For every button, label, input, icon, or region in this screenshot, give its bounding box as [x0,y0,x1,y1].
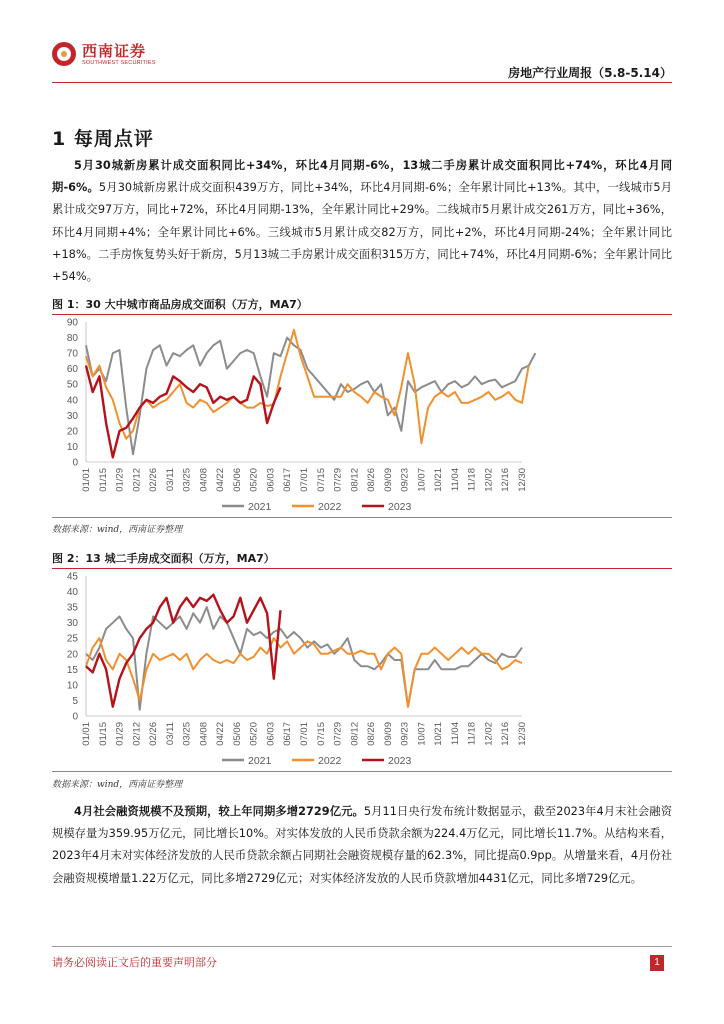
y-tick-label: 20 [66,426,78,438]
x-tick-label: 03/11 [164,468,176,492]
y-tick-label: 0 [72,457,78,469]
x-tick-label: 05/06 [231,468,243,492]
figure2-bottom-rule [52,771,672,772]
y-tick-label: 20 [66,649,78,661]
legend-label: 2022 [318,755,342,767]
x-tick-label: 02/26 [148,468,160,492]
x-tick-label: 08/26 [366,468,378,492]
x-tick-label: 07/29 [332,468,344,492]
logo-text-cn: 西南证券 [82,42,147,60]
legend-label: 2022 [318,501,342,513]
x-tick-label: 05/20 [248,722,260,746]
x-tick-label: 03/25 [181,722,193,746]
figure2-caption: 图 2：13 城二手房成交面积（万方，MA7） [52,552,275,565]
series-line-2023 [86,595,281,707]
x-tick-label: 08/12 [349,722,361,746]
report-title: 房地产行业周报（5.8-5.14） [508,66,672,80]
x-tick-label: 03/25 [181,468,193,492]
y-tick-label: 50 [66,379,78,391]
x-tick-label: 07/15 [315,468,327,492]
x-tick-label: 08/26 [366,722,378,746]
legend-label: 2021 [248,501,272,513]
legend-label: 2021 [248,755,272,767]
x-tick-label: 03/11 [164,722,176,746]
x-tick-label: 04/22 [215,468,227,492]
x-tick-label: 02/12 [131,468,143,492]
y-tick-label: 80 [66,333,78,345]
x-tick-label: 01/01 [81,468,92,492]
x-tick-label: 11/04 [449,468,461,492]
x-tick-label: 06/17 [282,468,294,492]
x-tick-label: 12/16 [500,468,512,492]
x-tick-label: 02/12 [131,722,143,746]
x-tick-label: 01/01 [81,722,92,746]
company-logo [52,40,182,74]
x-tick-label: 06/17 [282,722,294,746]
figure1-top-rule [52,314,672,315]
figure2-source: 数据来源：wind，西南证券整理 [52,780,183,790]
x-tick-label: 09/09 [382,468,394,492]
x-tick-label: 08/12 [349,468,361,492]
paragraph-lead: 5月30城新房累计成交面积同比+34%，环比4月同期-6%，13城二手房累计成交面积同比+74%，环比4月同期-6%。 [52,159,672,195]
x-tick-label: 05/20 [248,468,260,492]
paragraph-lead: 4月社会融资规模不及预期，较上年同期多增2729亿元。 [74,805,364,818]
x-tick-label: 01/15 [97,468,109,492]
y-tick-label: 5 [72,695,78,707]
figure2-chart [52,570,672,770]
page-number: 1 [650,955,664,971]
y-tick-label: 30 [66,618,78,630]
y-tick-label: 25 [66,633,78,645]
x-tick-label: 09/23 [399,722,411,746]
x-tick-label: 11/04 [449,722,461,746]
x-tick-label: 07/29 [332,722,344,746]
paragraph-body: 5月11日央行发布统计数据显示，截至2023年4月末社会融资规模存量为359.95万亿元，同比增长10%。对实体发放的人民币贷款余额为224.4万亿元，同比增长11.7%。从结构来看，2023年4月末对实体经济发放的人民币贷款余额占同期社会融资规模存量的62.3%，同比提高0.9pp。从增量来看，4月份社会融资规模增量1.22万亿元，同比多增2729亿元；对实体经济发放的人民币贷款增加4431亿元，同比多增729亿元。 [52,805,672,885]
footer-disclaimer: 请务必阅读正文后的重要声明部分 [52,956,217,969]
paragraph-body: 5月30城新房累计成交面积439万方，同比+34%，环比4月同期-6%；全年累计同比+13%。其中，一线城市5月累计成交97万方，同比+72%，环比4月同期-13%，全年累计同比+29%。二线城市5月累计成交261万方，同比+36%，环比4月同期+4%；全年累计同比+6%。三线城市5月累计成交82万方，同比+2%，环比4月同期-24%；全年累计同比+18%。二手房恢复势头好于新房，5月13城二手房累计成交面积315万方，同比+74%，环比4月同期-6%；全年累计同比+54%。 [52,181,672,284]
y-tick-label: 10 [66,441,78,453]
legend-label: 2023 [388,501,412,513]
logo-icon [52,42,76,66]
figure2-top-rule [52,568,672,569]
x-tick-label: 10/21 [433,722,445,746]
x-tick-label: 05/06 [231,722,243,746]
x-tick-label: 06/03 [265,468,277,492]
figure1-chart [52,316,672,516]
y-tick-label: 90 [66,317,78,329]
x-tick-label: 10/07 [416,468,428,492]
page-header [0,0,724,80]
logo-text-en: SOUTHWEST SECURITIES [82,60,156,66]
y-tick-label: 15 [66,664,78,676]
section-title: 1 每周点评 [52,128,154,150]
x-tick-label: 04/22 [215,722,227,746]
footer-divider [52,946,672,947]
header-divider [52,82,672,83]
x-tick-label: 02/26 [148,722,160,746]
y-tick-label: 10 [66,680,78,692]
x-tick-label: 10/21 [433,468,445,492]
y-tick-label: 40 [66,587,78,599]
x-tick-label: 10/07 [416,722,428,746]
x-tick-label: 12/30 [517,722,528,746]
x-tick-label: 01/29 [114,468,126,492]
x-tick-label: 12/30 [517,468,528,492]
y-tick-label: 45 [66,571,78,583]
figure1-caption: 图 1：30 大中城市商品房成交面积（万方，MA7） [52,298,308,311]
paragraph-housing-sales [52,155,672,288]
series-line-2021 [86,338,535,455]
x-tick-label: 07/15 [315,722,327,746]
figure1-bottom-rule [52,517,672,518]
legend-label: 2023 [388,755,412,767]
series-line-2022 [86,638,522,707]
y-tick-label: 70 [66,348,78,360]
x-tick-label: 12/02 [483,468,495,492]
x-tick-label: 11/18 [466,468,478,492]
x-tick-label: 06/03 [265,722,277,746]
x-tick-label: 09/23 [399,468,411,492]
x-tick-label: 12/16 [500,722,512,746]
x-tick-label: 01/15 [97,722,109,746]
x-tick-label: 07/01 [299,468,310,492]
y-tick-label: 35 [66,602,78,614]
y-tick-label: 60 [66,364,78,376]
x-tick-label: 01/29 [114,722,126,746]
y-tick-label: 0 [72,711,78,723]
y-tick-label: 30 [66,410,78,422]
paragraph-social-financing [52,801,672,890]
y-tick-label: 40 [66,395,78,407]
x-tick-label: 04/08 [198,468,210,492]
x-tick-label: 11/18 [466,722,478,746]
x-tick-label: 07/01 [299,722,310,746]
x-tick-label: 12/02 [483,722,495,746]
x-tick-label: 04/08 [198,722,210,746]
x-tick-label: 09/09 [382,722,394,746]
figure1-source: 数据来源：wind，西南证券整理 [52,525,183,535]
